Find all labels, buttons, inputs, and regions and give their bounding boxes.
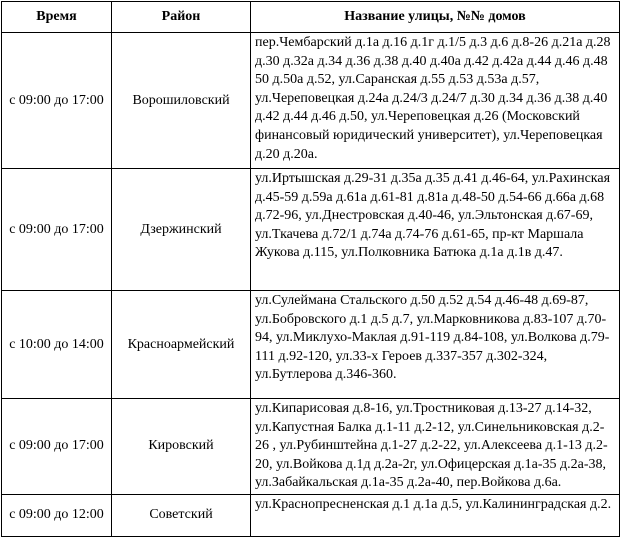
- streets-cell: ул.Сулеймана Стальского д.50 д.52 д.54 д.46-48 д.69-87, ул.Бобровского д.1 д.5 д.7, ул.Марковникова д.83-107 д.70-94, ул.Миклухо-Маклая д.91-119 д.84-108, ул.Волкова д.79-111 д.92-120, ул.33-х Героев д.337-357 д.302-324, ул.Бутлерова д.346-360.: [251, 291, 620, 399]
- table-row: [2, 399, 620, 495]
- district-cell: Красноармейский: [112, 291, 251, 399]
- time-cell: с 10:00 до 14:00: [2, 291, 112, 399]
- outage-schedule-table: [1, 1, 620, 537]
- header-row: [2, 2, 620, 33]
- time-cell: с 09:00 до 17:00: [2, 33, 112, 169]
- table-row: [2, 169, 620, 291]
- time-cell: с 09:00 до 12:00: [2, 494, 112, 536]
- district-cell: Кировский: [112, 399, 251, 495]
- streets-cell: ул.Иртышская д.29-31 д.35а д.35 д.41 д.46-64, ул.Рахинская д.45-59 д.59а д.61а д.61-81 д.81а д.48-50 д.54-66 д.66а д.68 д.72-96, ул.Днестровская д.40-46, ул.Эльтонская д.67-69, ул.Ткачева д.72/1 д.74а д.74-76 д.61-65, пр-кт Маршала Жукова д.115, ул.Полковника Батюка д.1а д.1в д.47.: [251, 169, 620, 291]
- table-row: [2, 291, 620, 399]
- header-district: Район: [112, 2, 251, 33]
- time-cell: с 09:00 до 17:00: [2, 169, 112, 291]
- table-header: [2, 2, 620, 33]
- streets-cell: ул.Кипарисовая д.8-16, ул.Тростниковая д.13-27 д.14-32, ул.Капустная Балка д.1-11 д.2-12, ул.Синельниковская д.2-26 , ул.Рубинштейна д.1-27 д.2-22, ул.Алексеева д.1-13 д.2-20, ул.Войкова д.1д д.2а-2г, ул.Офицерская д.1а-35 д.2а-38, ул.Забайкальская д.1а-35 д.2а-40, пер.Войкова д.6а.: [251, 399, 620, 495]
- header-time: Время: [2, 2, 112, 33]
- district-cell: Советский: [112, 494, 251, 536]
- table-row: [2, 33, 620, 169]
- district-cell: Дзержинский: [112, 169, 251, 291]
- district-cell: Ворошиловский: [112, 33, 251, 169]
- table-body: [2, 33, 620, 537]
- streets-cell: пер.Чембарский д.1а д.16 д.1г д.1/5 д.3 д.6 д.8-26 д.21а д.28 д.30 д.32а д.34 д.36 д.38 д.40 д.40а д.42 д.42а д.44 д.46 д.48 50 д.50а д.52, ул.Саранская д.55 д.53 д.53а д.57, ул.Череповецкая д.24а д.24/3 д.24/7 д.30 д.34 д.36 д.38 д.40 д.42 д.44 д.46 д.50, ул.Череповецкая д.26 (Московский финансовый юридический университет), ул.Череповецкая д.20 д.20а.: [251, 33, 620, 169]
- streets-cell: ул.Краснопресненская д.1 д.1а д.5, ул.Калининградская д.2.: [251, 494, 620, 536]
- table-row: [2, 494, 620, 536]
- header-streets: Название улицы, №№ домов: [251, 2, 620, 33]
- outage-schedule-page: [0, 1, 620, 530]
- time-cell: с 09:00 до 17:00: [2, 399, 112, 495]
